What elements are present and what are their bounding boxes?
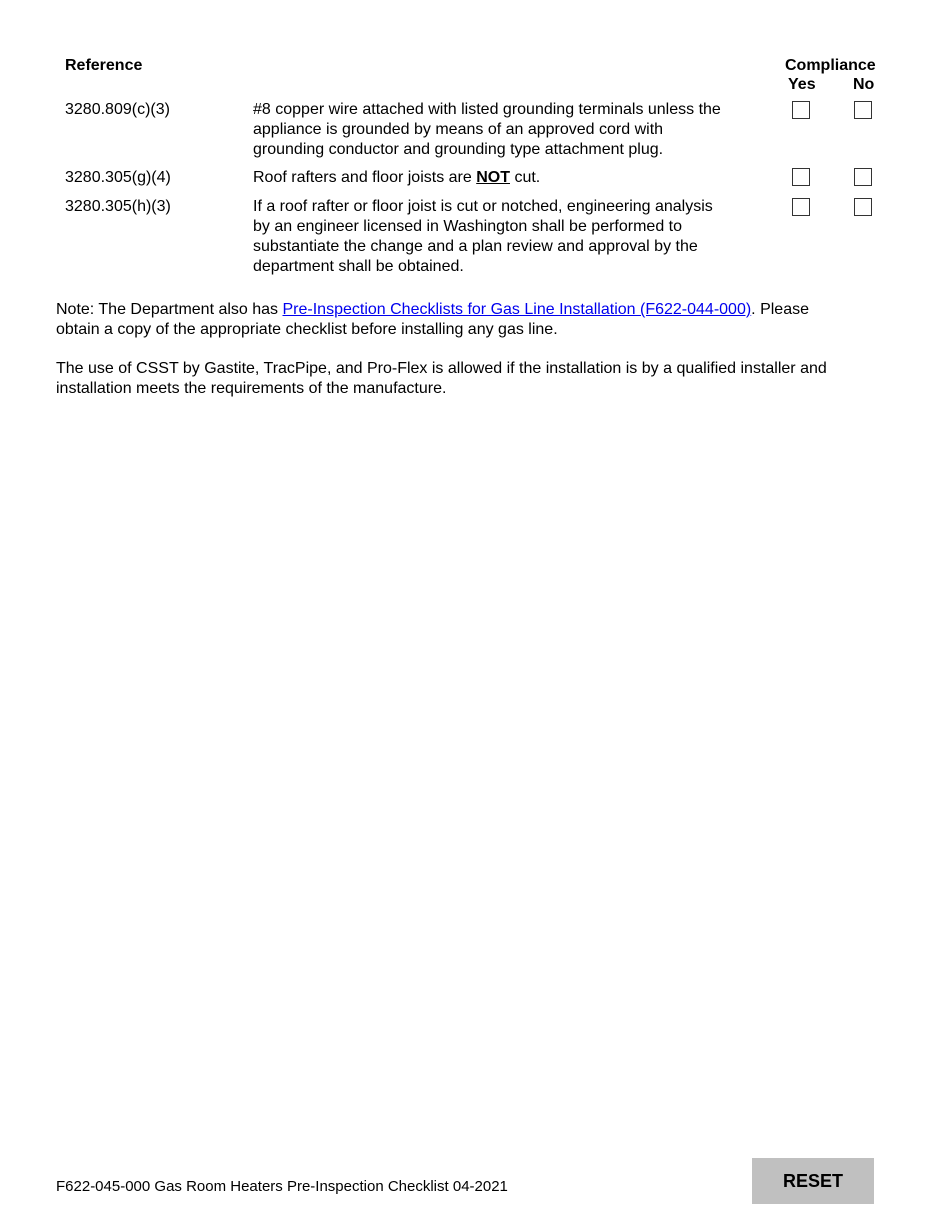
row-3-yes-checkbox[interactable] [792, 198, 810, 216]
gas-line-note-line-2: obtain a copy of the appropriate checklist before installing any gas line. [56, 321, 558, 338]
yes-header: Yes [788, 76, 816, 93]
gas-line-note-line-1 [56, 300, 896, 320]
row-1-no-checkbox[interactable] [854, 101, 872, 119]
row-1-reference: 3280.809(c)(3) [65, 101, 170, 118]
row-3-line-2: by an engineer licensed in Washington shall be performed to [253, 218, 682, 235]
row-1-requirement [253, 100, 763, 160]
row-2-yes-checkbox[interactable] [792, 168, 810, 186]
row-3-line-3: substantiate the change and a plan review and approval by the [253, 238, 698, 255]
row-1-line-2: appliance is grounded by means of an approved cord with [253, 121, 664, 138]
form-footer-id: F622-045-000 Gas Room Heaters Pre-Inspection Checklist 04-2021 [56, 1178, 508, 1195]
row-3-line-4: department shall be obtained. [253, 258, 464, 275]
gas-line-note [56, 300, 896, 340]
row-1-line-3: grounding conductor and grounding type attachment plug. [253, 141, 664, 158]
row-2-no-checkbox[interactable] [854, 168, 872, 186]
csst-note-line-2: installation meets the requirements of the manufacture. [56, 380, 447, 397]
csst-note-line-1: The use of CSST by Gastite, TracPipe, and Pro-Flex is allowed if the installation is by a qualified installer and [56, 360, 827, 377]
row-2-emphasis: NOT [476, 169, 510, 186]
row-2-text-before: Roof rafters and floor joists are [253, 169, 477, 186]
gas-line-checklist-link[interactable]: Pre-Inspection Checklists for Gas Line Installation (F622-044-000) [282, 301, 752, 318]
gas-line-note-prefix: Note: The Department also has [56, 301, 283, 318]
row-2-requirement [253, 168, 763, 188]
csst-note [56, 359, 896, 399]
row-1-yes-checkbox[interactable] [792, 101, 810, 119]
reset-button[interactable]: RESET [752, 1158, 874, 1204]
row-3-no-checkbox[interactable] [854, 198, 872, 216]
row-1-line-1: #8 copper wire attached with listed grounding terminals unless the [253, 101, 721, 118]
gas-line-note-suffix: . Please [751, 301, 809, 318]
compliance-header: Compliance [785, 57, 876, 74]
row-3-reference: 3280.305(h)(3) [65, 198, 171, 215]
reference-header: Reference [65, 57, 143, 74]
row-3-requirement [253, 197, 763, 277]
row-2-text-after: cut. [510, 169, 541, 186]
no-header: No [853, 76, 875, 93]
row-3-line-1: If a roof rafter or floor joist is cut or notched, engineering analysis [253, 198, 713, 215]
row-2-reference: 3280.305(g)(4) [65, 169, 171, 186]
